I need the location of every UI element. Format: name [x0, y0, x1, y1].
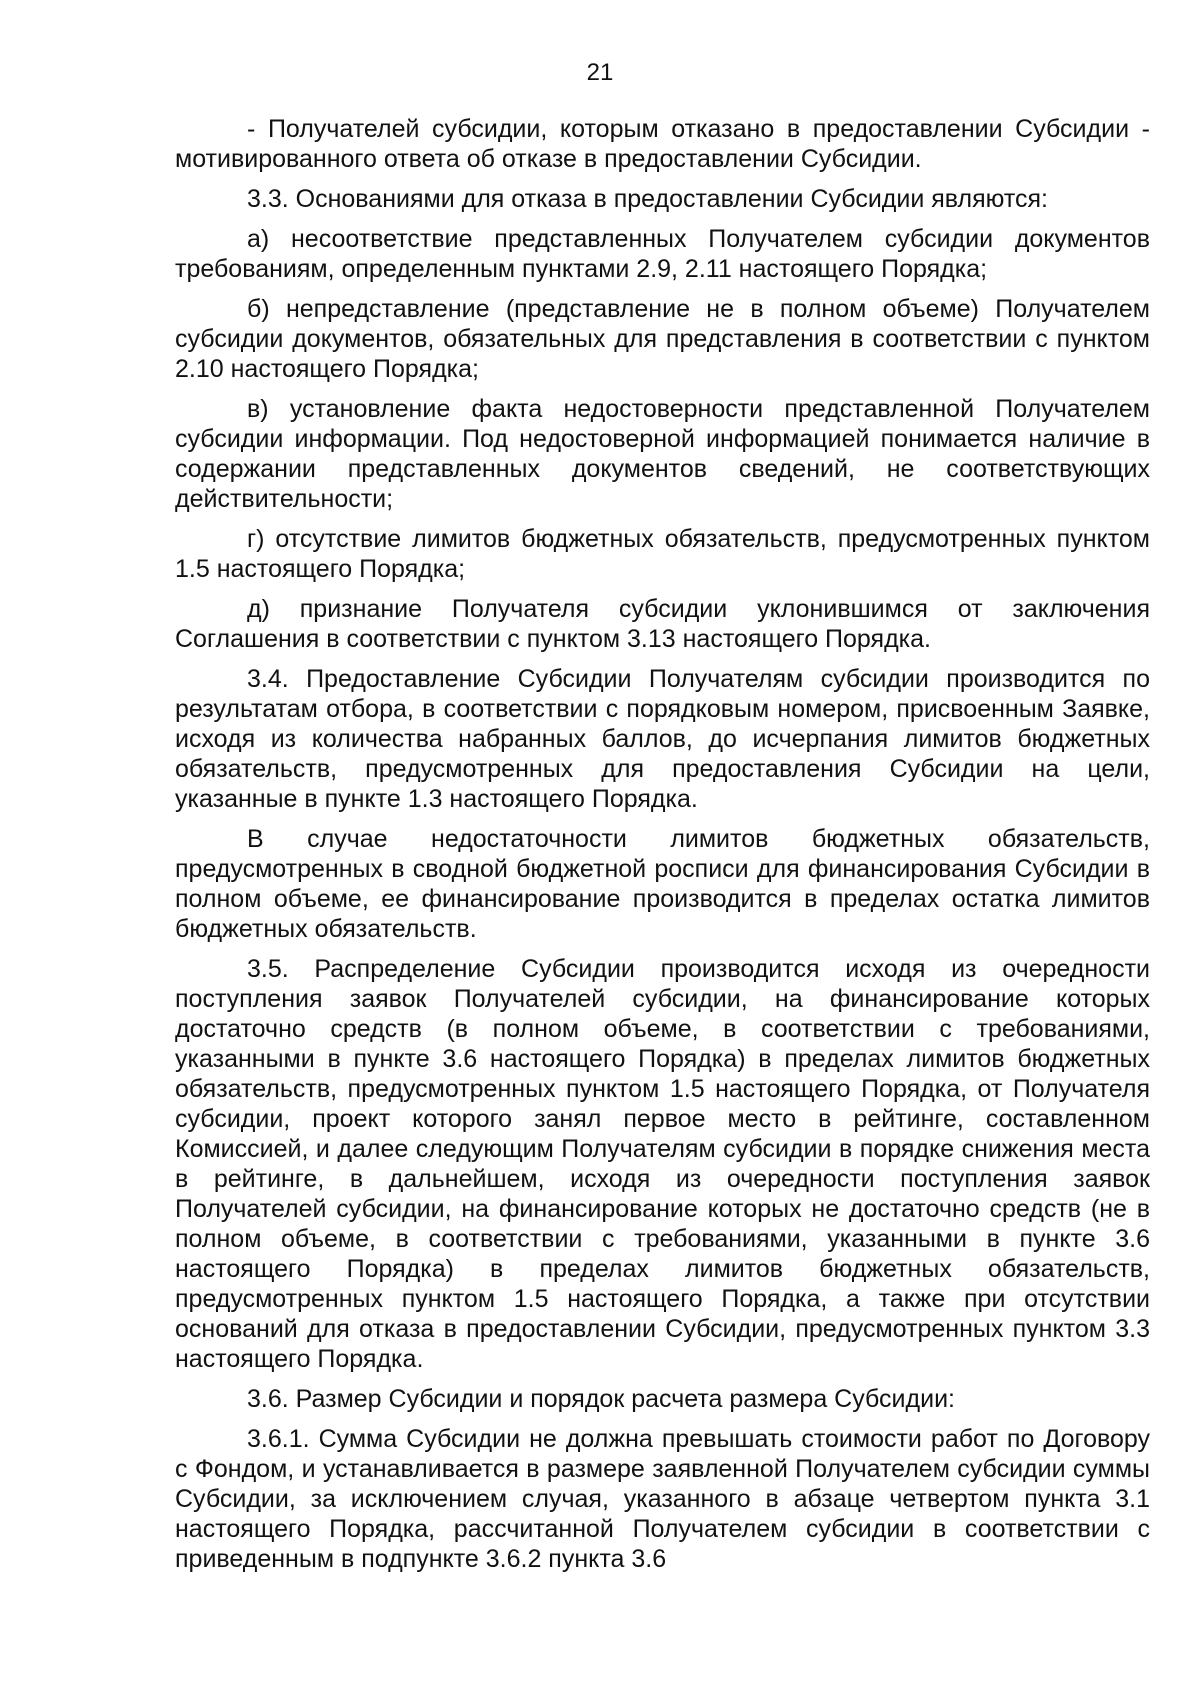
document-body — [175, 114, 1150, 1584]
paragraph-3-3-b: б) непредставление (представление не в полном объеме) Получателем субсидии документов, обязательных для представления в соответствии с пунктом 2.10 настоящего Порядка; — [175, 295, 1150, 383]
paragraph-3-3: 3.3. Основаниями для отказа в предоставлении Субсидии являются: — [247, 185, 1048, 213]
page-number: 21 — [586, 59, 614, 86]
paragraph-3-3-v: в) установление факта недостоверности представленной Получателем субсидии информации. Под недостоверной информацией понимается наличие в содержании представленных документов сведений, не соответствующих действительности; — [175, 395, 1150, 513]
paragraph-3-4: 3.4. Предоставление Субсидии Получателям субсидии производится по результатам отбора, в соответствии с порядковым номером, присвоенным Заявке, исходя из количества набранных баллов, до исчерпания лимитов бюджетных обязательств, предусмотренных для предоставления Субсидии на цели, указанные в пункте 1.3 настоящего Порядка. — [175, 665, 1150, 813]
paragraph-recipients-refusal: - Получателей субсидии, которым отказано в предоставлении Субсидии - мотивированного ответа об отказе в предоставлении Субсидии. — [175, 115, 1150, 173]
paragraph-3-3-g: г) отсутствие лимитов бюджетных обязательств, предусмотренных пунктом 1.5 настоящего Порядка; — [175, 525, 1150, 583]
paragraph-3-3-a: а) несоответствие представленных Получателем субсидии документов требованиям, определенным пунктами 2.9, 2.11 настоящего Порядка; — [175, 225, 1150, 283]
paragraph-3-5: 3.5. Распределение Субсидии производится исходя из очередности поступления заявок Получателей субсидии, на финансирование которых достаточно средств (в полном объеме, в соответствии с требованиями, указанными в пункте 3.6 настоящего Порядка) в пределах лимитов бюджетных обязательств, предусмотренных пунктом 1.5 настоящего Порядка, от Получателя субсидии, проект которого занял первое место в рейтинге, составленном Комиссией, и далее следующим Получателям субсидии в порядке снижения места в рейтинге, в дальнейшем, исходя из очередности поступления заявок Получателей субсидии, на финансирование которых не достаточно средств (не в полном объеме, в соответствии с требованиями, указанными в пункте 3.6 настоящего Порядка) в пределах лимитов бюджетных обязательств, предусмотренных пунктом 1.5 настоящего Порядка, а также при отсутствии оснований для отказа в предоставлении Субсидии, предусмотренных пунктом 3.3 настоящего Порядка. — [175, 955, 1150, 1373]
paragraph-3-3-d: д) признание Получателя субсидии уклонившимся от заключения Соглашения в соответствии с пунктом 3.13 настоящего Порядка. — [175, 595, 1150, 653]
paragraph-3-6: 3.6. Размер Субсидии и порядок расчета размера Субсидии: — [247, 1385, 955, 1413]
paragraph-3-6-1: 3.6.1. Сумма Субсидии не должна превышать стоимости работ по Договору с Фондом, и устанавливается в размере заявленной Получателем субсидии суммы Субсидии, за исключением случая, указанного в абзаце четвертом пункта 3.1 настоящего Порядка, рассчитанной Получателем субсидии в соответствии с приведенным в подпункте 3.6.2 пункта 3.6 — [175, 1425, 1150, 1573]
paragraph-3-4-insufficiency: В случае недостаточности лимитов бюджетных обязательств, предусмотренных в сводной бюджетной росписи для финансирования Субсидии в полном объеме, ее финансирование производится в пределах остатка лимитов бюджетных обязательств. — [175, 825, 1150, 943]
